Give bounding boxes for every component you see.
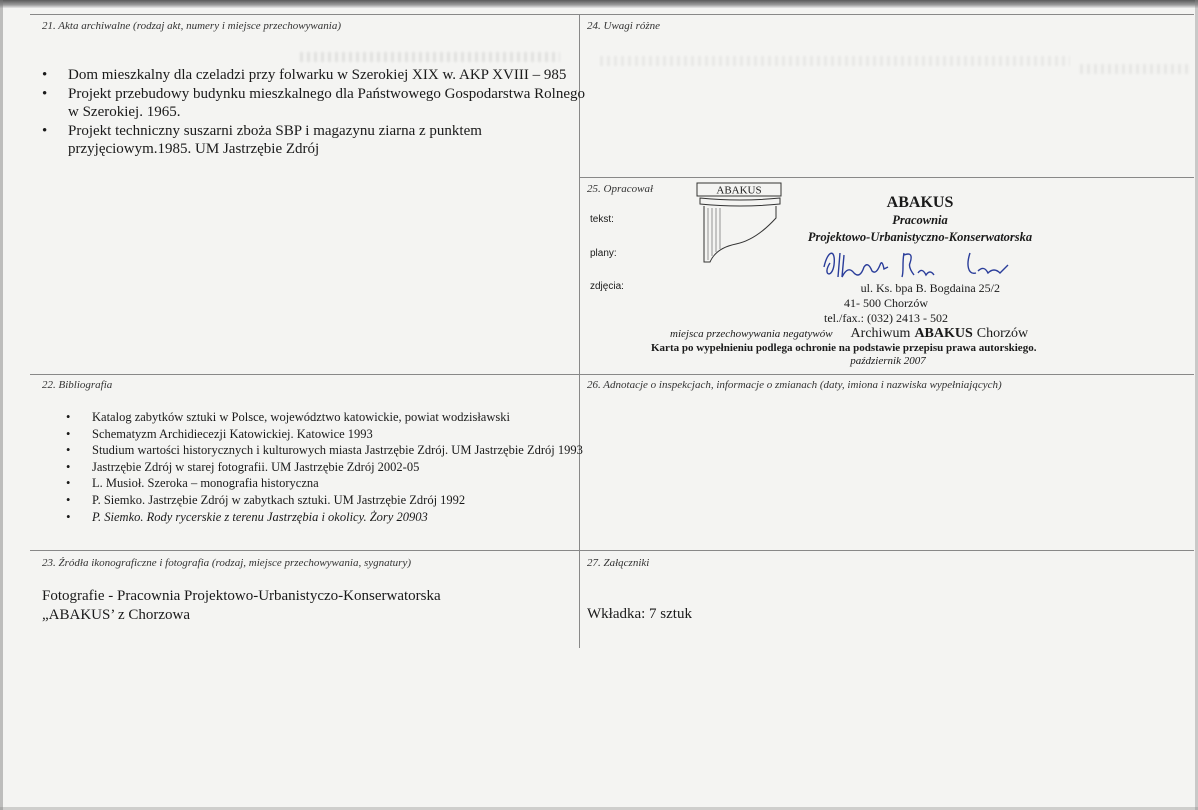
list-item: • Projekt techniczny suszarni zboża SBP i magazynu ziarna z punktem przyjęciowym.1985. UM Jastrzębie Zdrój xyxy=(68,122,598,158)
grid-line-right-25 xyxy=(580,177,1194,178)
label-plany: plany: xyxy=(590,248,617,259)
list-item: • Schematyzm Archidiecezji Katowickiej. Katowice 1993 xyxy=(92,426,597,443)
negatives-label: miejsca przechowywania negatywów xyxy=(670,328,833,340)
field-26-title: 26. Adnotacje o inspekcjach, informacje o zmianach (daty, imiona i nazwiska wypełniających) xyxy=(587,379,1002,391)
abakus-logo-text: ABAKUS xyxy=(716,184,762,197)
list-item: • Katalog zabytków sztuki w Polsce, województwo katowickie, powiat wodzisławski xyxy=(92,409,597,426)
label-zdjecia: zdjęcia: xyxy=(590,281,624,292)
grid-line-row-23 xyxy=(30,550,1194,551)
list-item: • Dom mieszkalny dla czeladzi przy folwarku w Szerokiej XIX w. AKP XVIII – 985 xyxy=(68,66,598,84)
abakus-logo xyxy=(696,182,786,268)
scan-smudge xyxy=(600,56,1070,66)
stamp-line-1: Pracownia xyxy=(892,213,948,227)
scan-top-edge xyxy=(0,0,1198,8)
field-21-list xyxy=(42,66,598,159)
negatives-row xyxy=(670,324,1028,342)
negatives-value-suffix: Chorzów xyxy=(976,326,1029,341)
negatives-value-bold: ABAKUS xyxy=(914,326,973,341)
list-item: • Studium wartości historycznych i kulturowych miasta Jastrzębie Zdrój. UM Jastrzębie Zdrój 1993 xyxy=(92,442,597,459)
field-27-title: 27. Załączniki xyxy=(587,557,650,569)
field-22-title: 22. Bibliografia xyxy=(42,379,113,391)
list-item: • P. Siemko. Rody rycerskie z terenu Jastrzębia i okolicy. Żory 20903 xyxy=(92,509,597,526)
copyright-note: Karta po wypełnieniu podlega ochronie na podstawie przepisu prawa autorskiego. xyxy=(651,342,1037,354)
field-25-title: 25. Opracował xyxy=(587,183,653,195)
label-tekst: tekst: xyxy=(590,214,614,225)
field-24-title: 24. Uwagi różne xyxy=(587,20,661,32)
field-27-value: Wkładka: 7 sztuk xyxy=(587,606,692,622)
list-item: • Projekt przebudowy budynku mieszkalnego dla Państwowego Gospodarstwa Rolnego w Szerokiej. 1965. xyxy=(68,85,598,121)
field-21-title: 21. Akta archiwalne (rodzaj akt, numery i miejsce przechowywania) xyxy=(42,20,341,32)
field-23-line-1: Fotografie - Pracownia Projektowo-Urbanistyczo-Konserwatorska xyxy=(42,588,441,604)
list-item: • L. Musioł. Szeroka – monografia historyczna xyxy=(92,475,597,492)
list-item: • P. Siemko. Jastrzębie Zdrój w zabytkach sztuki. UM Jastrzębie Zdrój 1992 xyxy=(92,492,597,509)
grid-line-top xyxy=(30,14,1194,15)
stamp-line-2: Projektowo-Urbanistyczno-Konserwatorska xyxy=(807,230,1033,244)
stamp-name: ABAKUS xyxy=(886,194,954,211)
negatives-value-prefix: Archiwum xyxy=(850,326,911,341)
scan-left-edge xyxy=(0,0,3,810)
field-23-line-2: „ABAKUS’ z Chorzowa xyxy=(42,607,191,623)
stamp-address-2: 41- 500 Chorzów xyxy=(844,296,928,310)
grid-line-row-22 xyxy=(30,374,1194,375)
stamp-address-1: ul. Ks. bpa B. Bogdaina 25/2 xyxy=(860,281,1000,295)
field-23-title: 23. Źródła ikonograficzne i fotografia (rodzaj, miejsce przechowywania, sygnatury) xyxy=(42,557,411,569)
handwritten-signature xyxy=(818,245,1018,285)
stamp-address-3: tel./fax.: (032) 2413 - 502 xyxy=(824,311,948,325)
field-22-list xyxy=(66,409,597,525)
scan-smudge xyxy=(300,52,560,62)
document-date: październik 2007 xyxy=(850,355,926,367)
scan-smudge xyxy=(1080,64,1190,74)
list-item: • Jastrzębie Zdrój w starej fotografii. UM Jastrzębie Zdrój 2002-05 xyxy=(92,459,597,476)
